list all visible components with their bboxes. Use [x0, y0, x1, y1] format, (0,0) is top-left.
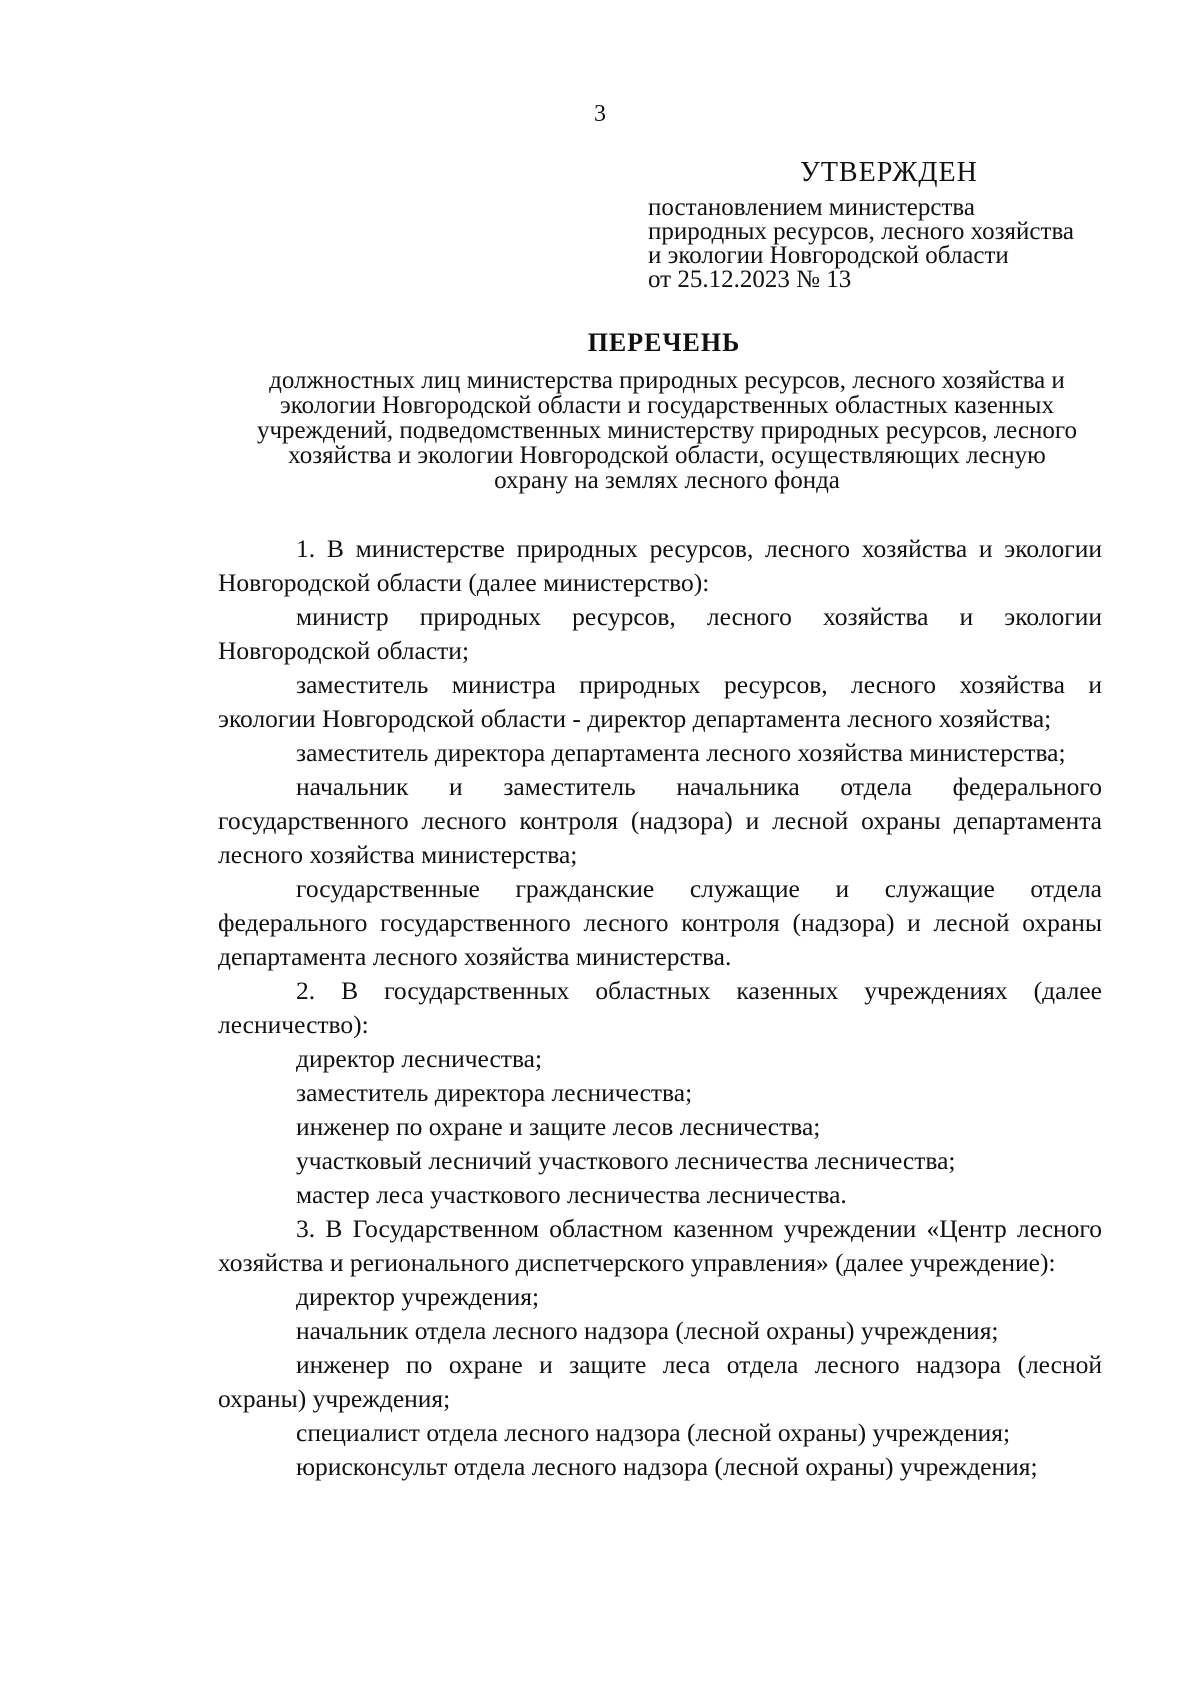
approval-line: природных ресурсов, лесного хозяйства	[648, 218, 1075, 245]
document-subtitle	[210, 368, 1124, 493]
list-item: инженер по охране и защите лесов лесничества;	[296, 1112, 821, 1141]
section-1-heading: 1. В министерстве природных ресурсов, лесного хозяйства и экологии Новгородской области (далее министерство):	[218, 534, 1102, 597]
list-item: начальник и заместитель начальника отдела федерального государственного лесного контроля (надзора) и лесной охраны департамента лесного хозяйства министерства;	[218, 772, 1102, 869]
subtitle-line: учреждений, подведомственных министерству природных ресурсов, лесного	[256, 417, 1077, 444]
document-title: ПЕРЕЧЕНЬ	[587, 328, 741, 357]
list-item: мастер леса участкового лесничества лесничества.	[296, 1180, 847, 1209]
list-item: министр природных ресурсов, лесного хозяйства и экологии Новгородской области;	[218, 602, 1102, 665]
approval-heading: УТВЕРЖДЕН	[800, 157, 978, 188]
list-item: специалист отдела лесного надзора (лесной охраны) учреждения;	[296, 1418, 1011, 1447]
approval-line: и экологии Новгородской области	[648, 242, 1009, 269]
list-item: участковый лесничий участкового лесничества лесничества;	[296, 1146, 956, 1175]
subtitle-line: охрану на землях лесного фонда	[494, 467, 840, 494]
approval-line: постановлением министерства	[648, 194, 975, 221]
approval-line: от 25.12.2023 № 13	[648, 266, 852, 293]
section-3-heading: 3. В Государственном областном казенном учреждении «Центр лесного хозяйства и регионального диспетчерского управления» (далее учреждение):	[218, 1214, 1102, 1277]
subtitle-line: экологии Новгородской области и государственных областных казенных	[280, 392, 1054, 419]
approval-block	[648, 196, 1108, 292]
list-item: юрисконсульт отдела лесного надзора (лесной охраны) учреждения;	[296, 1452, 1038, 1481]
subtitle-line: должностных лиц министерства природных ресурсов, лесного хозяйства и	[269, 367, 1065, 394]
document-body	[218, 532, 1102, 1484]
list-item: начальник отдела лесного надзора (лесной охраны) учреждения;	[296, 1316, 999, 1345]
list-item: заместитель директора лесничества;	[296, 1078, 693, 1107]
list-item: заместитель директора департамента лесного хозяйства министерства;	[296, 738, 1066, 767]
list-item: заместитель министра природных ресурсов, лесного хозяйства и экологии Новгородской области - директор департамента лесного хозяйства;	[218, 670, 1102, 733]
list-item: государственные гражданские служащие и служащие отдела федерального государственного лесного контроля (надзора) и лесной охраны департамента лесного хозяйства министерства.	[218, 874, 1102, 971]
list-item: директор учреждения;	[296, 1282, 540, 1311]
page-number: 3	[594, 101, 606, 127]
list-item: инженер по охране и защите леса отдела лесного надзора (лесной охраны) учреждения;	[218, 1350, 1102, 1413]
subtitle-line: хозяйства и экологии Новгородской области, осуществляющих лесную	[288, 442, 1046, 469]
section-2-heading: 2. В государственных областных казенных учреждениях (далее лесничество):	[218, 976, 1102, 1039]
list-item: директор лесничества;	[296, 1044, 543, 1073]
